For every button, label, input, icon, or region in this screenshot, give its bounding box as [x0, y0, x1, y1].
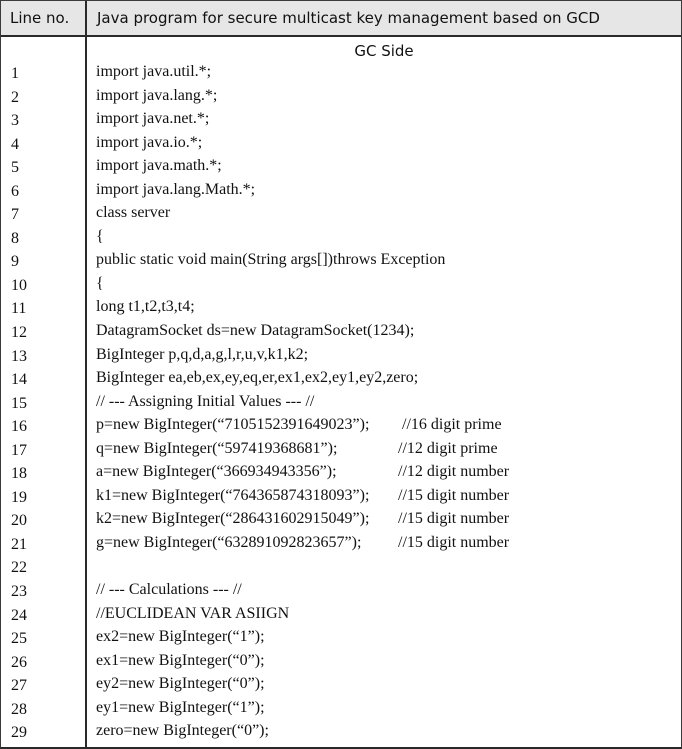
- code-text: {: [96, 274, 104, 292]
- table-row: [1, 698, 681, 722]
- line-number: 20: [11, 512, 27, 530]
- code-text: import java.io.*;: [96, 133, 203, 151]
- code-text: a=new BigInteger(“366934943356”);: [96, 463, 337, 481]
- table-row: [1, 62, 681, 86]
- code-rows: [1, 62, 681, 745]
- code-text: ex1=new BigInteger(“0”);: [96, 651, 265, 669]
- header-line-no: Line no.: [10, 9, 70, 27]
- line-number: 29: [11, 724, 27, 742]
- line-number: 23: [11, 583, 27, 601]
- line-number: 21: [11, 535, 27, 553]
- line-number: 6: [11, 182, 19, 200]
- line-number: 27: [11, 677, 27, 695]
- table-row: [1, 109, 681, 133]
- table-row: [1, 580, 681, 604]
- table-row: [1, 486, 681, 510]
- code-text: import java.util.*;: [96, 63, 212, 80]
- line-number: 10: [11, 276, 27, 294]
- table-row: [1, 721, 681, 745]
- code-text: g=new BigInteger(“632891092823657”);: [96, 533, 362, 551]
- table-row: [1, 651, 681, 675]
- code-text: k1=new BigInteger(“764365874318093”);: [96, 486, 370, 504]
- line-number: 26: [11, 653, 27, 671]
- table-row: [1, 321, 681, 345]
- code-text: BigInteger p,q,d,a,g,l,r,u,v,k1,k2;: [96, 345, 309, 363]
- code-text: import java.lang.*;: [96, 86, 218, 104]
- code-text: long t1,t2,t3,t4;: [96, 298, 195, 316]
- table-row: [1, 156, 681, 180]
- line-number: 4: [11, 135, 19, 153]
- table-header: [1, 1, 681, 37]
- code-text: ex2=new BigInteger(“1”);: [96, 628, 265, 646]
- line-number: 13: [11, 347, 27, 365]
- line-number: 3: [11, 112, 19, 130]
- line-number: 8: [11, 229, 19, 247]
- table-row: [1, 297, 681, 321]
- table-row: [1, 509, 681, 533]
- line-number: 7: [11, 206, 19, 224]
- code-text: // --- Calculations --- //: [96, 581, 242, 599]
- code-comment: //15 digit number: [398, 533, 510, 551]
- code-comment: //12 digit prime: [398, 439, 498, 457]
- line-number: 11: [11, 300, 27, 318]
- line-number: 25: [11, 630, 27, 648]
- code-text: BigInteger ea,eb,ex,ey,eq,er,ex1,ex2,ey1,ey2,zero;: [96, 369, 419, 387]
- table-row: [1, 392, 681, 416]
- code-text: DatagramSocket ds=new DatagramSocket(1234);: [96, 322, 415, 340]
- line-number: 5: [11, 159, 19, 177]
- code-text: q=new BigInteger(“597419368681”);: [96, 439, 338, 457]
- code-text: {: [96, 227, 104, 245]
- line-number: 28: [11, 700, 27, 718]
- table-row: [1, 345, 681, 369]
- line-number: 12: [11, 324, 27, 342]
- section-title: GC Side: [354, 42, 414, 60]
- table-row: [1, 462, 681, 486]
- line-number: 18: [11, 465, 27, 483]
- code-comment: //16 digit prime: [402, 416, 502, 434]
- line-number: 2: [11, 88, 19, 106]
- line-number: 19: [11, 488, 27, 506]
- table-row: [1, 180, 681, 204]
- table-row: [1, 203, 681, 227]
- code-text: import java.lang.Math.*;: [96, 180, 256, 198]
- table-row: [1, 439, 681, 463]
- code-text: k2=new BigInteger(“286431602915049”);: [96, 510, 370, 528]
- code-text: import java.math.*;: [96, 157, 222, 175]
- line-number: 17: [11, 441, 27, 459]
- line-number: 22: [11, 559, 27, 577]
- line-number: 1: [11, 65, 19, 82]
- table-row: [1, 86, 681, 110]
- code-comment: //15 digit number: [398, 510, 510, 528]
- code-text: // --- Assigning Initial Values --- //: [96, 392, 315, 410]
- code-text: public static void main(String args[])throws Exception: [96, 251, 446, 269]
- table-row: [1, 674, 681, 698]
- code-text: //EUCLIDEAN VAR ASIIGN: [96, 604, 290, 622]
- table-row: [1, 556, 681, 580]
- code-text: p=new BigInteger(“7105152391649023”);: [96, 416, 370, 434]
- code-text: class server: [96, 204, 171, 222]
- table-row: [1, 250, 681, 274]
- table-row: [1, 133, 681, 157]
- line-number: 15: [11, 394, 27, 412]
- code-text: zero=new BigInteger(“0”);: [96, 722, 269, 740]
- line-number: 16: [11, 418, 27, 436]
- code-text: ey1=new BigInteger(“1”);: [96, 698, 265, 716]
- table-row: [1, 368, 681, 392]
- table-row: [1, 604, 681, 628]
- table-row: [1, 274, 681, 298]
- table-row: [1, 415, 681, 439]
- code-text: ey2=new BigInteger(“0”);: [96, 675, 265, 693]
- header-program-title: Java program for secure multicast key management based on GCD: [97, 9, 600, 27]
- line-number: 24: [11, 606, 27, 624]
- table-row: [1, 533, 681, 557]
- line-number: 9: [11, 253, 19, 271]
- table-row: [1, 627, 681, 651]
- line-number: 14: [11, 371, 27, 389]
- code-comment: //15 digit number: [398, 486, 510, 504]
- code-comment: //12 digit number: [398, 463, 510, 481]
- code-text: import java.net.*;: [96, 110, 210, 128]
- table-row: [1, 227, 681, 251]
